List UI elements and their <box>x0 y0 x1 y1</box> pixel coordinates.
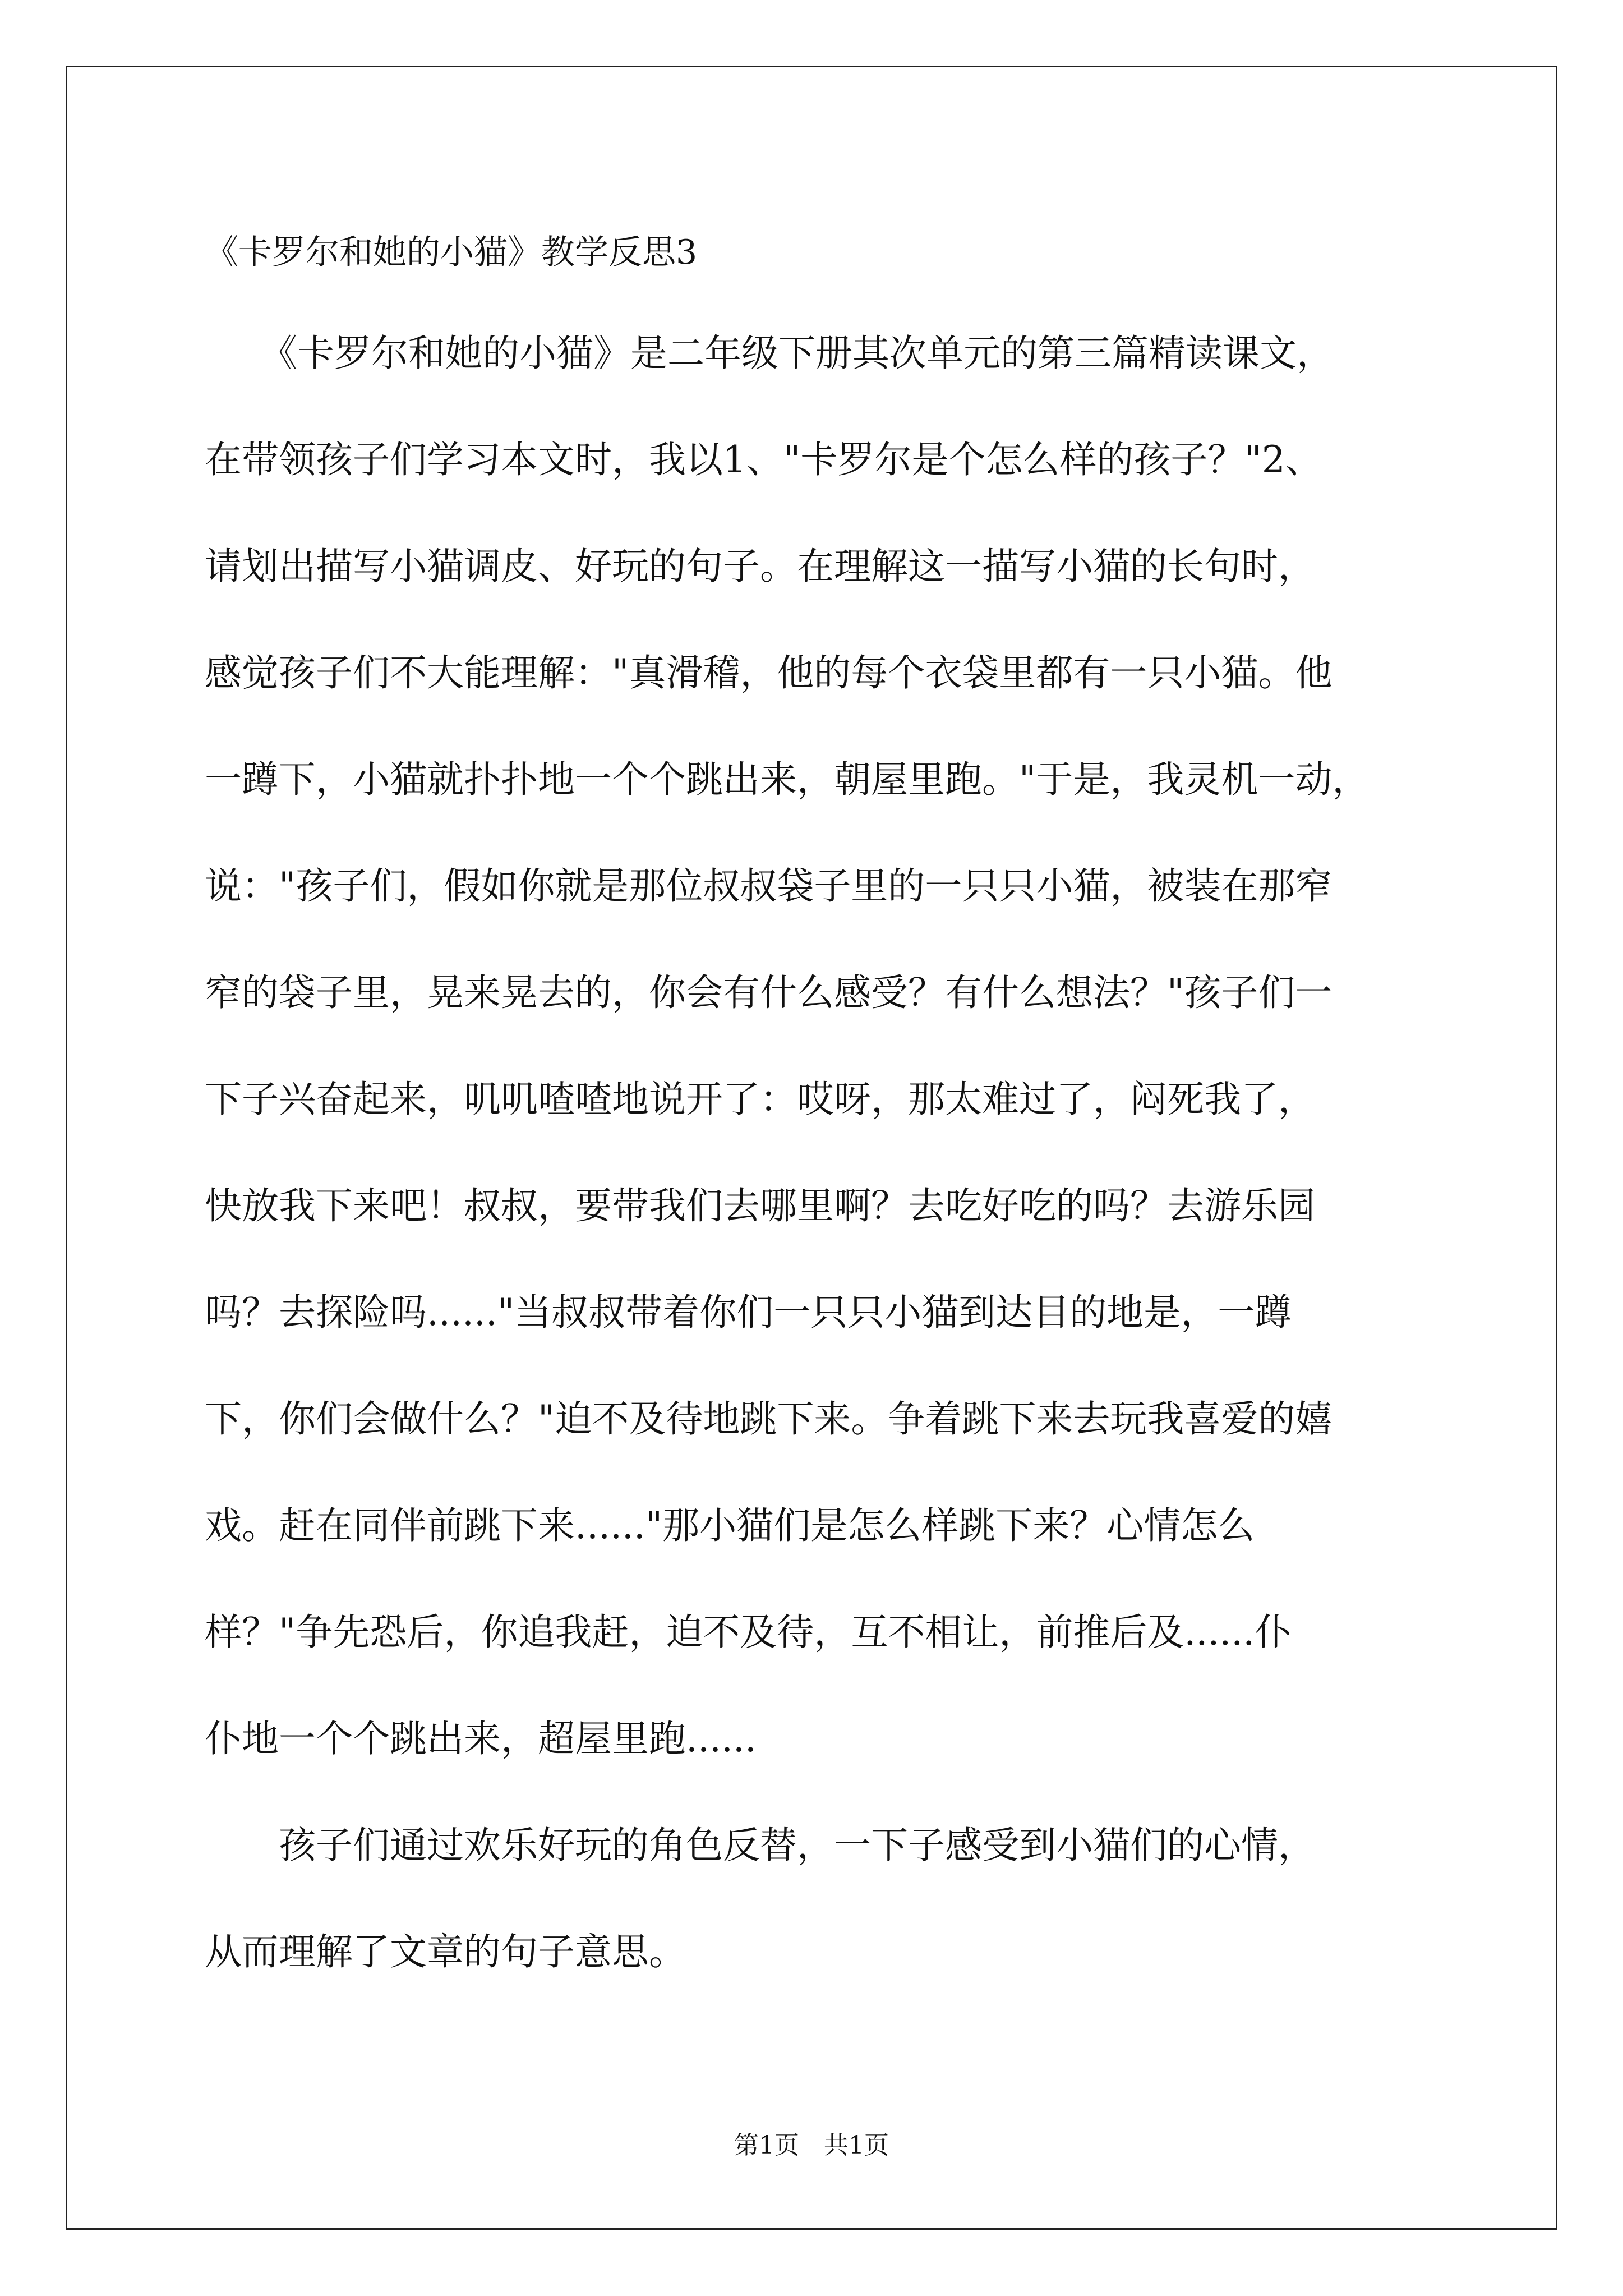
text-line: 戏。赶在同伴前跳下来......"那小猫们是怎么样跳下来？心情怎么 <box>205 1504 1255 1547</box>
text-line: 窄的袋子里，晃来晃去的，你会有什么感受？有什么想法？"孩子们一 <box>205 971 1332 1014</box>
page-number-footer: 第1页 共1页 <box>734 2131 889 2160</box>
document-title: 《卡罗尔和她的小猫》教学反思3 <box>205 233 698 272</box>
text-line: 孩子们通过欢乐好玩的角色反替，一下子感受到小猫们的心情， <box>205 1824 1315 1867</box>
text-line: 一蹲下，小猫就扑扑地一个个跳出来，朝屋里跑。"于是，我灵机一动， <box>205 758 1370 801</box>
text-line: 样？"争先恐后，你追我赶，迫不及待，互不相让，前推后及......仆 <box>205 1611 1292 1654</box>
page-border <box>66 66 1557 2230</box>
text-line: 吗？去探险吗......"当叔叔带着你们一只只小猫到达目的地是，一蹲 <box>205 1291 1292 1334</box>
text-line: 仆地一个个跳出来，超屋里跑...... <box>205 1717 757 1760</box>
text-line: 下，你们会做什么？"迫不及待地跳下来。争着跳下来去玩我喜爱的嬉 <box>205 1397 1332 1441</box>
text-line: 感觉孩子们不大能理解："真滑稽，他的每个衣袋里都有一只小猫。他 <box>205 651 1332 694</box>
text-line: 下子兴奋起来，叽叽喳喳地说开了：哎呀，那太难过了，闷死我了， <box>205 1078 1315 1121</box>
text-line: 说："孩子们，假如你就是那位叔叔袋子里的一只只小猫，被装在那窄 <box>205 864 1332 908</box>
text-line: 在带领孩子们学习本文时，我以1、"卡罗尔是个怎么样的孩子？"2、 <box>205 438 1322 481</box>
text-line: 快放我下来吧！叔叔，要带我们去哪里啊？去吃好吃的吗？去游乐园 <box>205 1184 1315 1227</box>
text-line: 从而理解了文章的句子意思。 <box>205 1930 686 1973</box>
text-line: 请划出描写小猫调皮、好玩的句子。在理解这一描写小猫的长句时， <box>205 545 1315 588</box>
text-line: 《卡罗尔和她的小猫》是二年级下册其次单元的第三篇精读课文， <box>205 332 1334 375</box>
